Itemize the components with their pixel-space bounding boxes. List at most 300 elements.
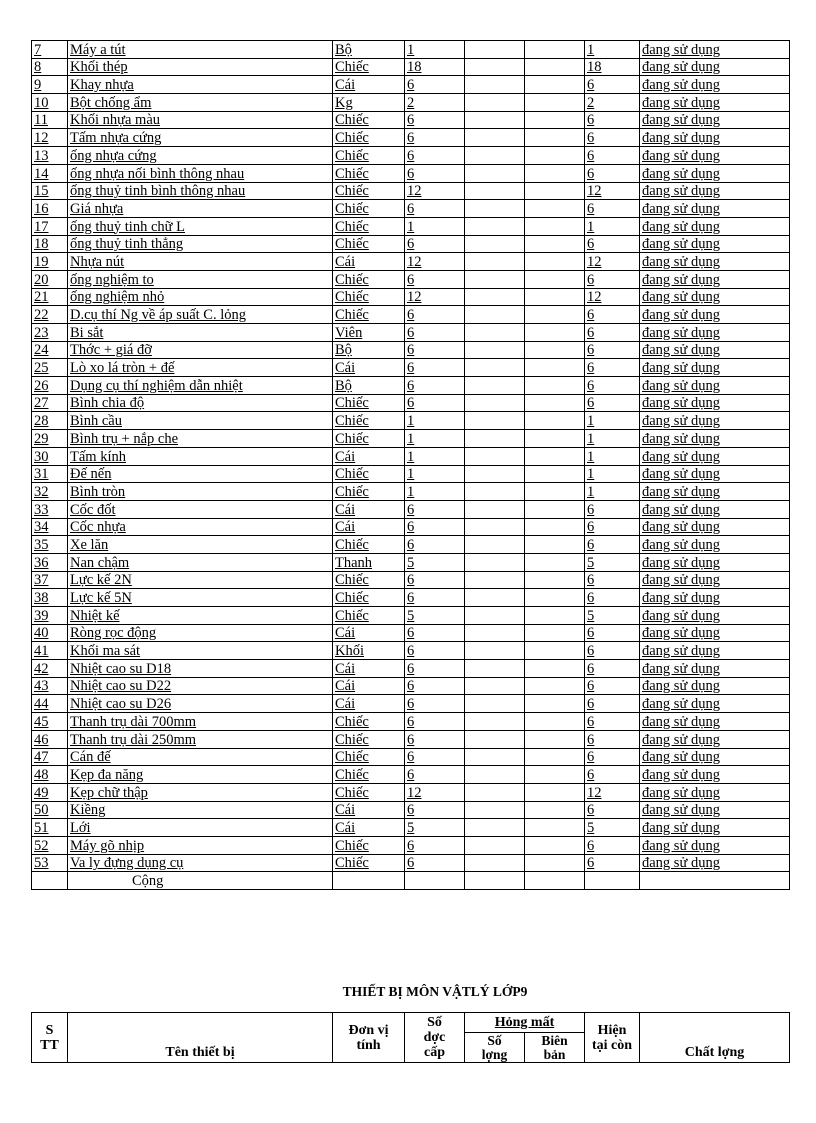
table-row [32,571,790,589]
equipment-name: Tấm kính [68,447,333,465]
quality-status: đang sử dụng [640,129,790,147]
damaged-quantity [465,164,525,182]
table-row [32,253,790,271]
table-row [32,624,790,642]
current-quantity: 1 [585,447,640,465]
quality-status: đang sử dụng [640,164,790,182]
damaged-quantity [465,642,525,660]
damaged-report [525,430,585,448]
damaged-quantity [465,766,525,784]
quality-status: đang sử dụng [640,607,790,625]
unit: Chiếc [333,217,405,235]
row-number: 10 [32,94,68,112]
damaged-report [525,182,585,200]
unit: Bộ [333,377,405,395]
equipment-name: Kẹp đa năng [68,766,333,784]
current-quantity: 6 [585,624,640,642]
quality-status: đang sử dụng [640,766,790,784]
table-row [32,377,790,395]
quantity-supplied: 6 [405,164,465,182]
damaged-report [525,94,585,112]
quality-status: đang sử dụng [640,801,790,819]
equipment-name: Dụng cụ thí nghiệm dẫn nhiệt [68,377,333,395]
table-row [32,660,790,678]
damaged-quantity [465,253,525,271]
quality-status: đang sử dụng [640,253,790,271]
header-current: Hiện tại còn [585,1013,640,1063]
quality-status: đang sử dụng [640,642,790,660]
damaged-quantity [465,465,525,483]
quality-status: đang sử dụng [640,147,790,165]
total-row [32,872,790,890]
quantity-supplied: 6 [405,200,465,218]
damaged-report [525,447,585,465]
quality-status: đang sử dụng [640,713,790,731]
damaged-quantity [465,677,525,695]
quality-status: đang sử dụng [640,553,790,571]
quantity-supplied: 12 [405,253,465,271]
row-number: 44 [32,695,68,713]
row-number: 38 [32,589,68,607]
quantity-supplied: 6 [405,730,465,748]
unit: Bộ [333,41,405,59]
equipment-name: Tấm nhựa cứng [68,129,333,147]
table-row [32,483,790,501]
quality-status: đang sử dụng [640,288,790,306]
quantity-supplied: 6 [405,695,465,713]
current-quantity: 1 [585,430,640,448]
unit: Cái [333,253,405,271]
quality-status: đang sử dụng [640,41,790,59]
damaged-quantity [465,94,525,112]
table-row [32,854,790,872]
quantity-supplied: 6 [405,324,465,342]
unit: Chiếc [333,270,405,288]
damaged-report [525,465,585,483]
row-number: 16 [32,200,68,218]
damaged-quantity [465,377,525,395]
quality-status: đang sử dụng [640,412,790,430]
quantity-supplied: 6 [405,571,465,589]
unit: Cái [333,518,405,536]
row-number: 41 [32,642,68,660]
unit: Chiếc [333,235,405,253]
row-number: 33 [32,500,68,518]
row-number: 23 [32,324,68,342]
damaged-report [525,854,585,872]
damaged-report [525,359,585,377]
table-row [32,500,790,518]
unit: Cái [333,500,405,518]
damaged-report [525,306,585,324]
unit: Chiếc [333,854,405,872]
table-row [32,677,790,695]
current-quantity: 6 [585,571,640,589]
damaged-quantity [465,41,525,59]
current-quantity: 6 [585,730,640,748]
current-quantity: 12 [585,288,640,306]
damaged-report [525,783,585,801]
quality-status: đang sử dụng [640,200,790,218]
equipment-name: ống nhựa nối bình thông nhau [68,164,333,182]
header-damaged-qty: Số lợng [465,1033,525,1063]
row-number: 25 [32,359,68,377]
quality-status: đang sử dụng [640,624,790,642]
current-quantity: 6 [585,394,640,412]
table-row [32,430,790,448]
header-stt: S TT [32,1013,68,1063]
unit: Chiếc [333,111,405,129]
current-quantity: 6 [585,129,640,147]
quantity-supplied: 12 [405,182,465,200]
table-row [32,589,790,607]
quality-status: đang sử dụng [640,748,790,766]
damaged-quantity [465,412,525,430]
row-number: 11 [32,111,68,129]
damaged-quantity [465,306,525,324]
damaged-report [525,200,585,218]
equipment-name: Đế nến [68,465,333,483]
damaged-report [525,607,585,625]
damaged-report [525,41,585,59]
damaged-quantity [465,571,525,589]
quality-status: đang sử dụng [640,695,790,713]
unit: Chiếc [333,571,405,589]
row-number: 7 [32,41,68,59]
table-row [32,553,790,571]
quantity-supplied: 6 [405,129,465,147]
unit: Chiếc [333,129,405,147]
quantity-supplied: 6 [405,642,465,660]
equipment-name: Nan chậm [68,553,333,571]
damaged-quantity [465,607,525,625]
row-number: 46 [32,730,68,748]
row-number: 34 [32,518,68,536]
row-number: 36 [32,553,68,571]
current-quantity: 6 [585,642,640,660]
quantity-supplied: 6 [405,377,465,395]
unit: Chiếc [333,465,405,483]
section-title: THIẾT BỊ MÔN VẬTLÝ LỚP9 [342,984,528,999]
quality-status: đang sử dụng [640,783,790,801]
header-name: Tên thiết bị [68,1013,333,1063]
total-empty-cell [32,872,68,890]
damaged-quantity [465,624,525,642]
damaged-report [525,147,585,165]
equipment-name: ống thuỷ tinh chữ L [68,217,333,235]
current-quantity: 6 [585,111,640,129]
equipment-name: Khay nhựa [68,76,333,94]
quantity-supplied: 6 [405,76,465,94]
equipment-name: Lò xo lá tròn + đế [68,359,333,377]
equipment-name: Bình cầu [68,412,333,430]
quality-status: đang sử dụng [640,235,790,253]
unit: Cái [333,76,405,94]
current-quantity: 6 [585,377,640,395]
damaged-quantity [465,783,525,801]
equipment-name: Nhiệt cao su D18 [68,660,333,678]
table-row [32,58,790,76]
current-quantity: 1 [585,465,640,483]
damaged-quantity [465,819,525,837]
quality-status: đang sử dụng [640,447,790,465]
row-number: 27 [32,394,68,412]
quantity-supplied: 5 [405,607,465,625]
unit: Chiếc [333,766,405,784]
row-number: 28 [32,412,68,430]
current-quantity: 6 [585,200,640,218]
quantity-supplied: 6 [405,713,465,731]
current-quantity: 18 [585,58,640,76]
damaged-quantity [465,182,525,200]
current-quantity: 5 [585,819,640,837]
quality-status: đang sử dụng [640,217,790,235]
header-unit: Đơn vị tính [333,1013,405,1063]
grade9-header-table [31,1012,790,1063]
table-row [32,182,790,200]
unit: Chiếc [333,394,405,412]
table-row [32,41,790,59]
table-row [32,783,790,801]
unit: Cái [333,624,405,642]
quality-status: đang sử dụng [640,819,790,837]
table-row [32,607,790,625]
quality-status: đang sử dụng [640,430,790,448]
damaged-quantity [465,730,525,748]
damaged-quantity [465,430,525,448]
row-number: 37 [32,571,68,589]
table-row [32,76,790,94]
current-quantity: 6 [585,766,640,784]
damaged-report [525,483,585,501]
table-row [32,306,790,324]
damaged-quantity [465,660,525,678]
unit: Chiếc [333,412,405,430]
current-quantity: 2 [585,94,640,112]
damaged-report [525,270,585,288]
quantity-supplied: 6 [405,536,465,554]
current-quantity: 6 [585,359,640,377]
header-supplied: Số dợc cấp [405,1013,465,1063]
unit: Chiếc [333,713,405,731]
current-quantity: 6 [585,500,640,518]
damaged-quantity [465,500,525,518]
quality-status: đang sử dụng [640,76,790,94]
damaged-quantity [465,147,525,165]
unit: Chiếc [333,147,405,165]
quality-status: đang sử dụng [640,571,790,589]
current-quantity: 6 [585,147,640,165]
damaged-quantity [465,288,525,306]
quantity-supplied: 6 [405,836,465,854]
quantity-supplied: 6 [405,111,465,129]
equipment-name: Cốc nhựa [68,518,333,536]
quality-status: đang sử dụng [640,677,790,695]
unit: Chiếc [333,589,405,607]
equipment-name: Khối ma sát [68,642,333,660]
row-number: 42 [32,660,68,678]
equipment-name: Kẹp chữ thập [68,783,333,801]
row-number: 20 [32,270,68,288]
table-row [32,713,790,731]
damaged-quantity [465,518,525,536]
equipment-name: Nhiệt cao su D26 [68,695,333,713]
current-quantity: 1 [585,412,640,430]
unit: Cái [333,447,405,465]
equipment-name: Nhiệt kế [68,607,333,625]
row-number: 29 [32,430,68,448]
row-number: 13 [32,147,68,165]
quality-status: đang sử dụng [640,500,790,518]
table-row [32,200,790,218]
damaged-quantity [465,217,525,235]
damaged-report [525,748,585,766]
table-row [32,801,790,819]
damaged-quantity [465,129,525,147]
current-quantity: 6 [585,713,640,731]
quality-status: đang sử dụng [640,730,790,748]
quality-status: đang sử dụng [640,536,790,554]
damaged-quantity [465,553,525,571]
quantity-supplied: 2 [405,94,465,112]
quantity-supplied: 6 [405,359,465,377]
row-number: 19 [32,253,68,271]
table-row [32,518,790,536]
quality-status: đang sử dụng [640,270,790,288]
damaged-report [525,324,585,342]
damaged-report [525,624,585,642]
damaged-report [525,677,585,695]
unit: Chiếc [333,730,405,748]
quantity-supplied: 6 [405,660,465,678]
unit: Khối [333,642,405,660]
quantity-supplied: 6 [405,801,465,819]
unit: Chiếc [333,748,405,766]
damaged-report [525,518,585,536]
row-number: 47 [32,748,68,766]
damaged-report [525,253,585,271]
quality-status: đang sử dụng [640,518,790,536]
damaged-report [525,801,585,819]
quality-status: đang sử dụng [640,394,790,412]
current-quantity: 1 [585,41,640,59]
damaged-report [525,500,585,518]
damaged-report [525,217,585,235]
row-number: 26 [32,377,68,395]
equipment-table-body [32,41,790,872]
damaged-report [525,660,585,678]
damaged-quantity [465,200,525,218]
damaged-report [525,111,585,129]
row-number: 14 [32,164,68,182]
table-row [32,695,790,713]
current-quantity: 12 [585,182,640,200]
equipment-name: Nhựa nút [68,253,333,271]
current-quantity: 6 [585,801,640,819]
quantity-supplied: 1 [405,465,465,483]
row-number: 12 [32,129,68,147]
table-row [32,394,790,412]
unit: Cái [333,801,405,819]
quantity-supplied: 6 [405,854,465,872]
unit: Chiếc [333,430,405,448]
unit: Chiếc [333,288,405,306]
damaged-report [525,377,585,395]
quantity-supplied: 5 [405,819,465,837]
current-quantity: 6 [585,589,640,607]
row-number: 17 [32,217,68,235]
quantity-supplied: 6 [405,306,465,324]
table-row [32,341,790,359]
quantity-supplied: 6 [405,235,465,253]
current-quantity: 6 [585,341,640,359]
quantity-supplied: 6 [405,677,465,695]
table-row [32,465,790,483]
current-quantity: 6 [585,270,640,288]
damaged-report [525,766,585,784]
row-number: 35 [32,536,68,554]
row-number: 49 [32,783,68,801]
current-quantity: 5 [585,553,640,571]
header-quality: Chất lợng [640,1013,790,1063]
quality-status: đang sử dụng [640,660,790,678]
equipment-name: Xe lăn [68,536,333,554]
current-quantity: 6 [585,677,640,695]
unit: Cái [333,677,405,695]
table-row [32,819,790,837]
equipment-name: Giá nhựa [68,200,333,218]
row-number: 22 [32,306,68,324]
quantity-supplied: 6 [405,624,465,642]
damaged-report [525,235,585,253]
current-quantity: 6 [585,660,640,678]
damaged-report [525,553,585,571]
equipment-name: ống nhựa cứng [68,147,333,165]
quality-status: đang sử dụng [640,58,790,76]
damaged-report [525,76,585,94]
quantity-supplied: 1 [405,412,465,430]
total-label: Cộng [68,872,333,890]
damaged-report [525,129,585,147]
current-quantity: 1 [585,217,640,235]
damaged-quantity [465,836,525,854]
table-row [32,270,790,288]
row-number: 50 [32,801,68,819]
current-quantity: 6 [585,836,640,854]
damaged-report [525,288,585,306]
table-row [32,412,790,430]
damaged-report [525,536,585,554]
equipment-name: Khối nhựa màu [68,111,333,129]
quality-status: đang sử dụng [640,836,790,854]
table-row [32,129,790,147]
equipment-name: ống nghiệm nhỏ [68,288,333,306]
damaged-quantity [465,324,525,342]
table-row [32,836,790,854]
damaged-quantity [465,58,525,76]
equipment-name: Bình trụ + nắp che [68,430,333,448]
equipment-name: Bột chống ẩm [68,94,333,112]
quantity-supplied: 18 [405,58,465,76]
unit: Chiếc [333,783,405,801]
unit: Viên [333,324,405,342]
damaged-report [525,836,585,854]
damaged-quantity [465,713,525,731]
table-row [32,217,790,235]
quantity-supplied: 1 [405,483,465,501]
current-quantity: 6 [585,164,640,182]
damaged-report [525,713,585,731]
